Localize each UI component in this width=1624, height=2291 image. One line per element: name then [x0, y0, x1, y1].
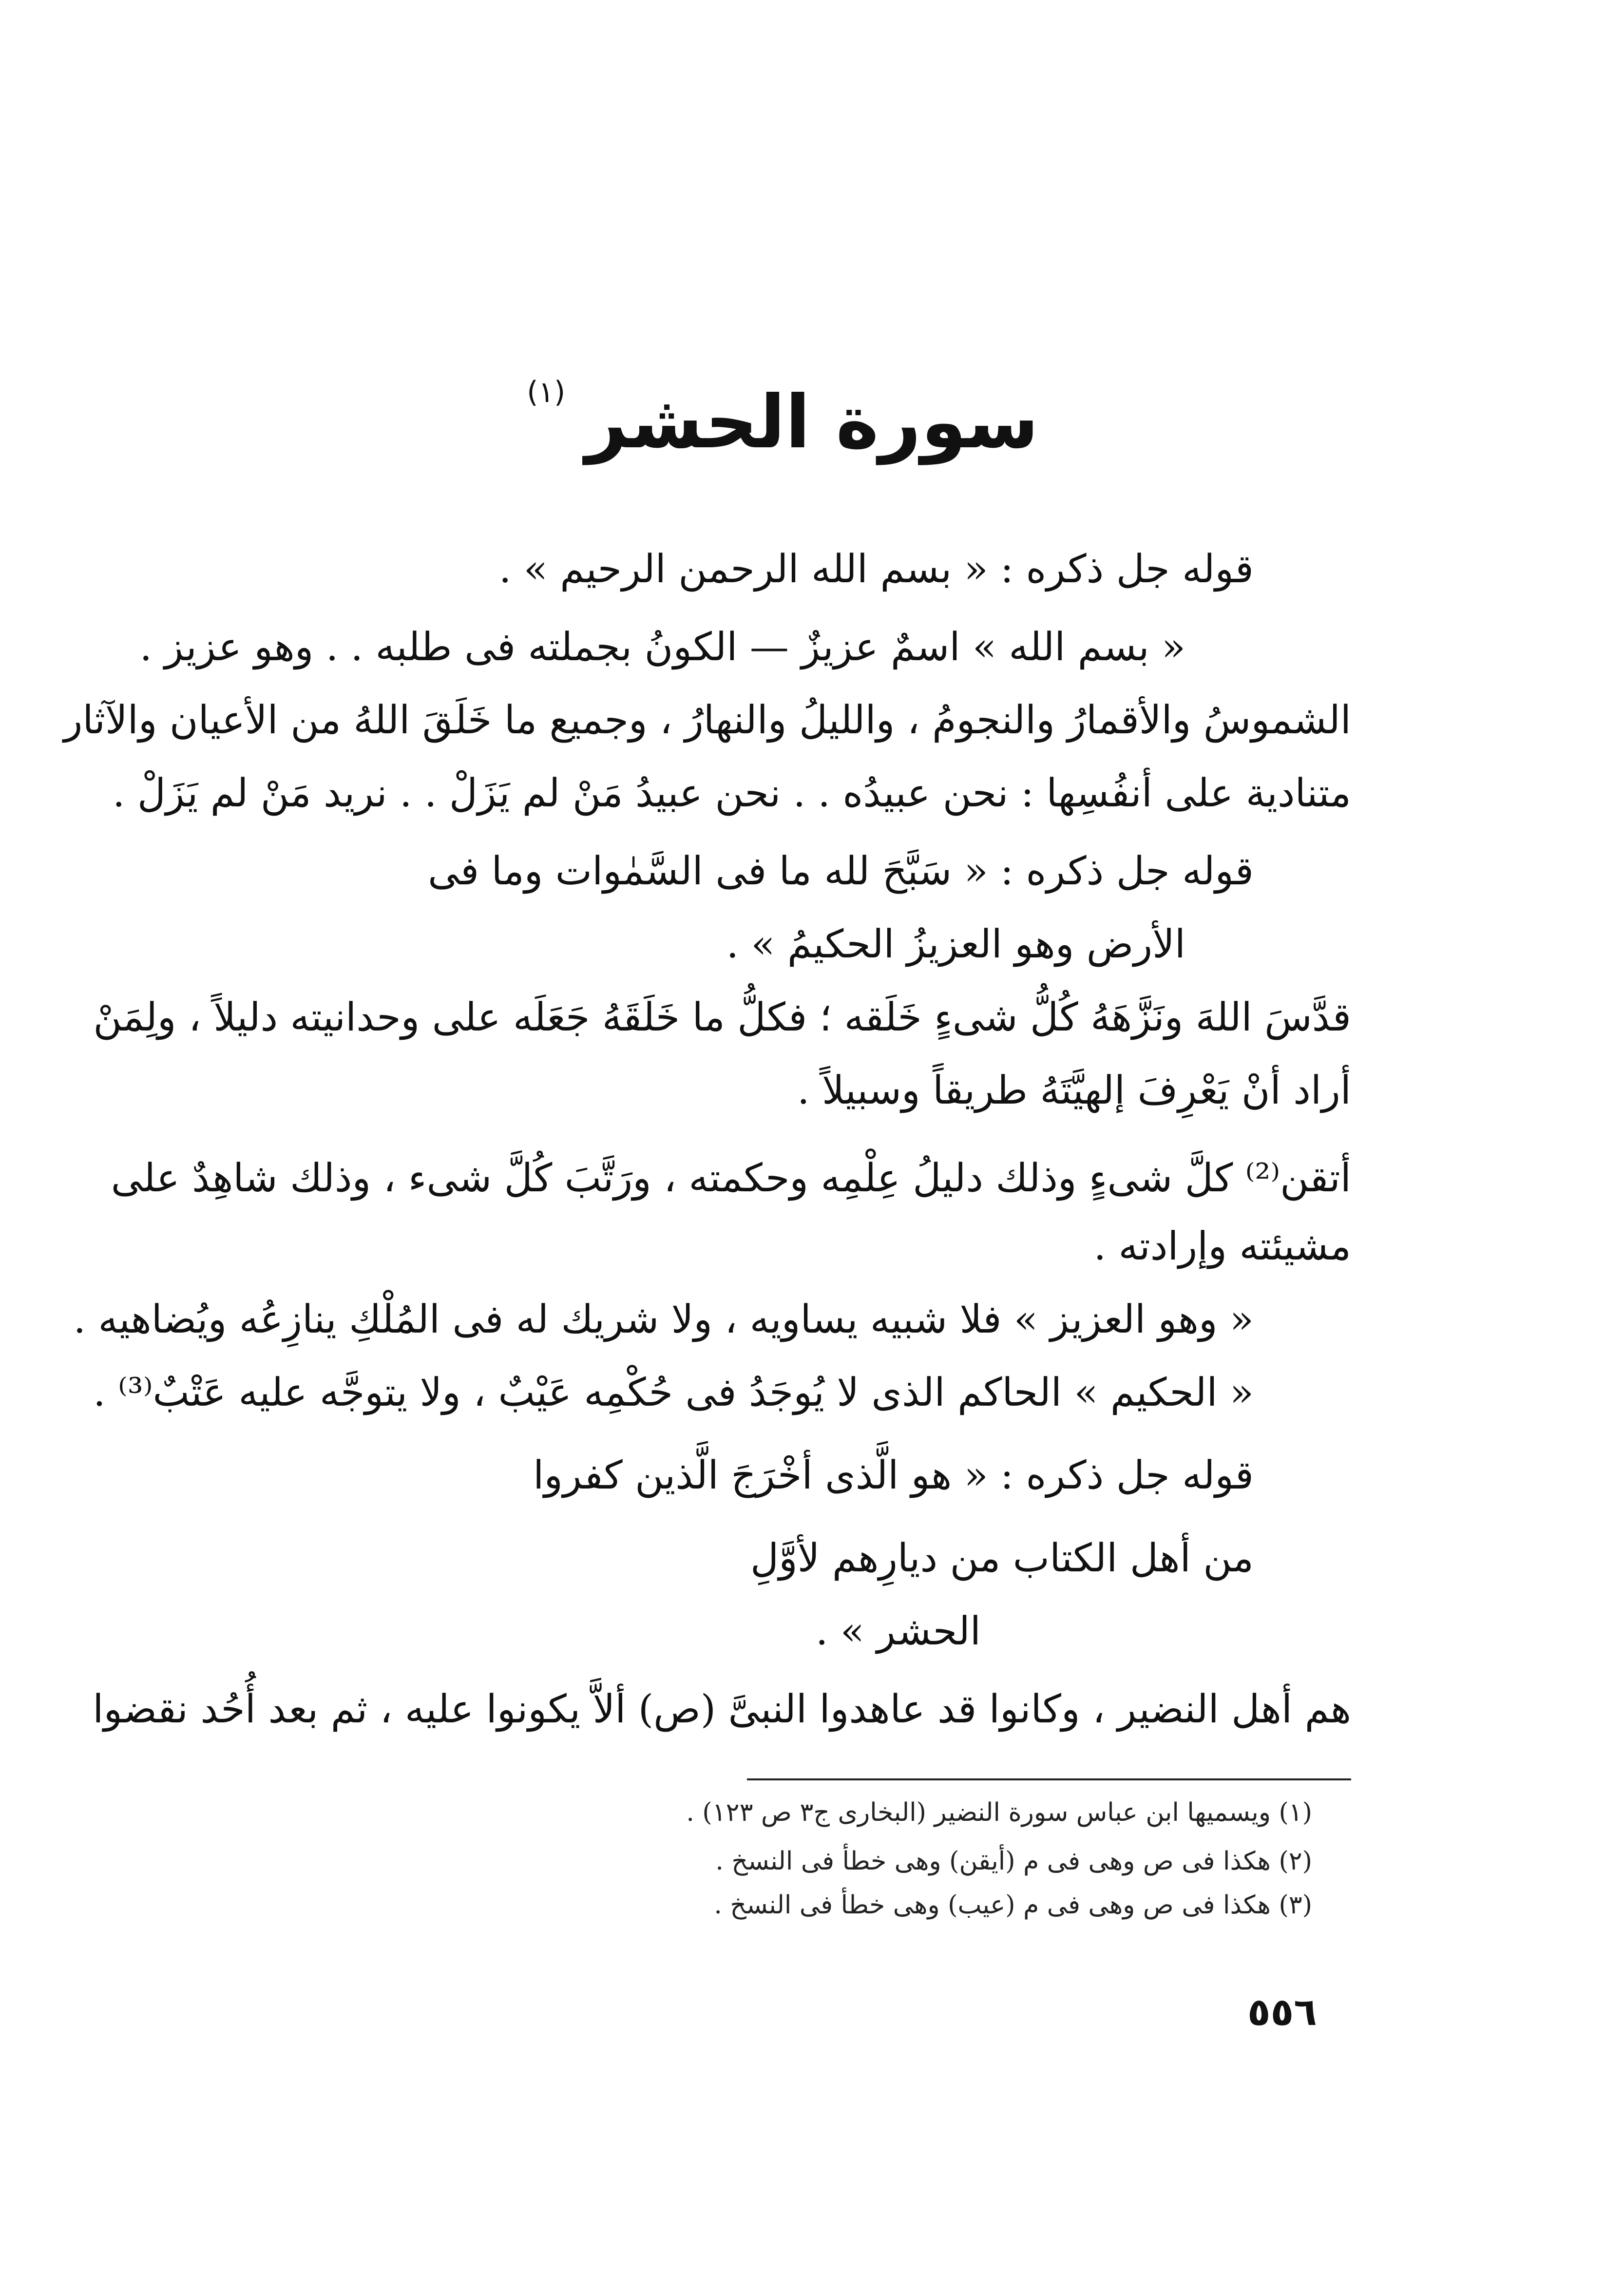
text-line: أراد أنْ يَعْرِفَ إلهيَّتَهُ طريقاً وسبيلاً .: [797, 1068, 1351, 1113]
surah-title-block: [0, 375, 1624, 465]
text-line: مشيئته وإرادته .: [1093, 1223, 1351, 1269]
text-line: « الحكيم » الحاكم الذى لا يُوجَدُ فى حُكْمِه عَيْبٌ ، ولا يتوجَّه عليه عَتْبٌ⁽³⁾ .: [93, 1370, 1254, 1415]
text-line: متنادية على أنفُسِها : نحن عبيدُه . . نحن عبيدُ مَنْ لم يَزَلْ . . نريد مَنْ لم يَزَلْ .: [112, 770, 1351, 816]
text-line: قوله جل ذكره : « بسم الله الرحمن الرحيم » .: [499, 546, 1254, 592]
surah-title: [527, 375, 1039, 465]
page-number: ٥٥٦: [1247, 1990, 1317, 2034]
text-line: الأرض وهو العزيزُ الحكيمُ » .: [726, 921, 1185, 967]
footnote: (١) ويسميها ابن عباس سورة النضير (البخارى ج٣ ص ١٢٣) .: [686, 1798, 1312, 1827]
text-line: « وهو العزيز » فلا شبيه يساويه ، ولا شريك له فى المُلْكِ ينازِعُه ويُضاهيه .: [73, 1297, 1254, 1342]
title-footnote-marker: (١): [527, 375, 566, 409]
footnote: (٢) هكذا فى ص وهى فى م (أيقن) وهى خطأ فى النسخ .: [715, 1847, 1312, 1876]
text-line: الشموسُ والأقمارُ والنجومُ ، والليلُ والنهارُ ، وجميع ما خَلَقَ اللهُ من الأعيان والآثار: [63, 697, 1351, 743]
text-line: قدَّسَ اللهَ ونَزَّهَهُ كُلُّ شىءٍ خَلَقه ؛ فكلُّ ما خَلَقَهُ جَعَلَه على وحدانيته دليلاً ، ولِمَنْ: [93, 994, 1351, 1040]
text-line: من أهل الكتاب من ديارِهم لأوَّلِ: [750, 1535, 1254, 1581]
text-line: قوله جل ذكره : « هو الَّذى أخْرَجَ الَّذين كفروا: [533, 1452, 1254, 1498]
text-line: هم أهل النضير ، وكانوا قد عاهدوا النبىَّ (ص) ألاَّ يكونوا عليه ، ثم بعد أُحُد نقضوا: [93, 1686, 1351, 1732]
surah-title-text: سورة الحشر: [585, 380, 1039, 465]
text-line: الحشر » .: [816, 1608, 981, 1654]
text-line: أتقن⁽²⁾ كلَّ شىءٍ وذلك دليلُ عِلْمِه وحكمته ، ورَتَّبَ كُلَّ شىء ، وذلك شاهِدٌ على: [111, 1155, 1351, 1201]
footnote: (٣) هكذا فى ص وهى فى م (عيب) وهى خطأ فى النسخ .: [714, 1890, 1312, 1920]
footnote-divider: [747, 1778, 1351, 1780]
text-line: « بسم الله » اسمٌ عزيزٌ — الكونُ بجملته فى طلبه . . وهو عزيز .: [139, 624, 1185, 669]
text-line: قوله جل ذكره : « سَبَّحَ لله ما فى السَّمٰوات وما فى: [428, 848, 1254, 894]
